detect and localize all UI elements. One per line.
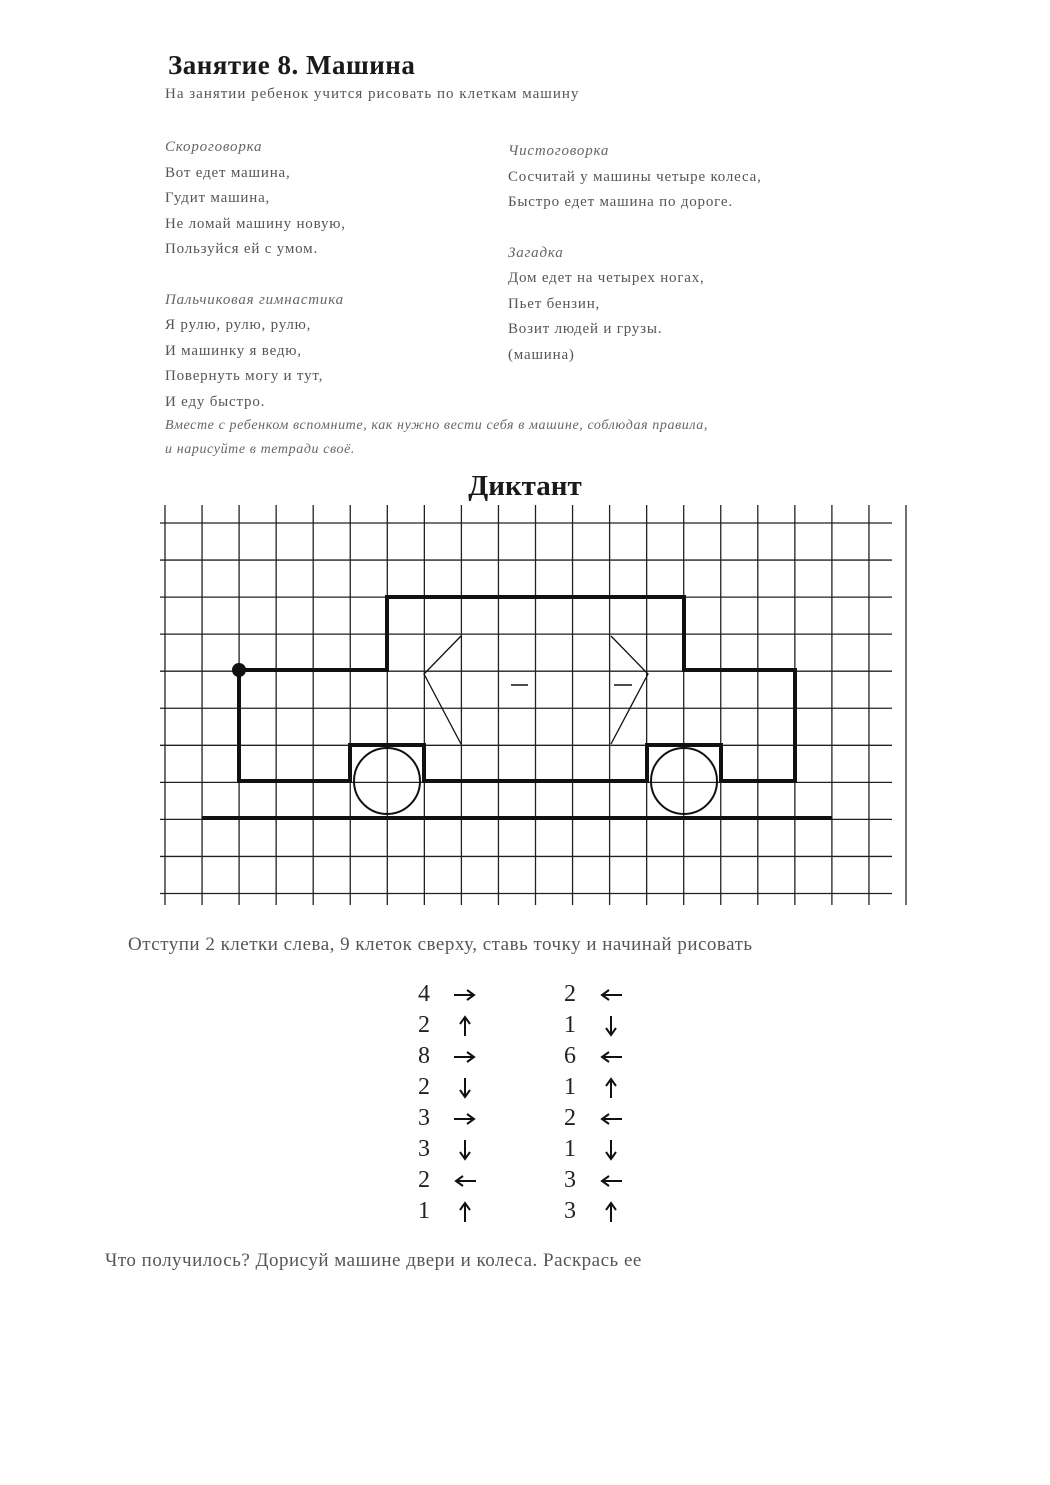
step-count: 2: [564, 1105, 576, 1131]
text-line: Не ломай машину новую,: [165, 215, 346, 232]
right-window-line: [611, 636, 648, 744]
dictation-step: [412, 1104, 480, 1133]
step-count: 3: [564, 1198, 576, 1224]
up-arrow-icon: [596, 1076, 626, 1100]
pure-speech-header: Чистоговорка: [508, 143, 610, 159]
step-count: 1: [564, 1012, 576, 1038]
left-arrow-icon: [596, 1169, 626, 1193]
text-line: Сосчитай у машины четыре колеса,: [508, 168, 762, 185]
up-arrow-icon: [450, 1200, 480, 1224]
page-title: Занятие 8. Машина: [168, 50, 416, 80]
car-body-outline: [239, 597, 795, 781]
dictation-step: [558, 1073, 626, 1102]
right-arrow-icon: [450, 1107, 480, 1131]
left-arrow-icon: [450, 1169, 480, 1193]
step-count: 4: [418, 981, 430, 1007]
text-line: И машинку я ведю,: [165, 342, 302, 359]
start-dot: [232, 663, 246, 677]
step-count: 2: [418, 1074, 430, 1100]
step-count: 2: [418, 1167, 430, 1193]
dictation-step: [558, 1135, 626, 1164]
down-arrow-icon: [596, 1138, 626, 1162]
left-arrow-icon: [596, 1107, 626, 1131]
text-line: Быстро едет машина по дороге.: [508, 194, 733, 210]
text-line: Дом едет на четырех ногах,: [508, 270, 705, 286]
dictation-instruction: Отступи 2 клетки слева, 9 клеток сверху, ставь точку и начинай рисовать: [128, 934, 753, 955]
step-count: 3: [564, 1167, 576, 1193]
step-count: 1: [564, 1074, 576, 1100]
down-arrow-icon: [450, 1138, 480, 1162]
step-count: 3: [418, 1136, 430, 1162]
right-arrow-icon: [450, 1045, 480, 1069]
dictation-step: [558, 1197, 626, 1226]
dictation-step: [412, 1166, 480, 1195]
dictation-heading: Диктант: [468, 470, 582, 502]
step-count: 2: [564, 981, 576, 1007]
dictation-step: [412, 1042, 480, 1071]
step-count: 6: [564, 1043, 576, 1069]
dictation-step: [412, 1073, 480, 1102]
finger-gymnastics-header: Пальчиковая гимнастика: [165, 291, 344, 308]
tongue-twister-header: Скороговорка: [165, 139, 263, 155]
right-arrow-icon: [450, 983, 480, 1007]
dictation-step: [412, 1197, 480, 1226]
riddle-header: Загадка: [508, 244, 564, 261]
dictation-step: [558, 1011, 626, 1040]
text-line: Пользуйся ей с умом.: [165, 241, 318, 257]
step-count: 1: [564, 1136, 576, 1162]
text-line: Вот едет машина,: [165, 164, 291, 181]
dictation-step: [558, 980, 626, 1009]
car-drawing: [202, 597, 832, 818]
dictation-step: [412, 980, 480, 1009]
up-arrow-icon: [450, 1014, 480, 1038]
final-task: Что получилось? Дорисуй машине двери и колеса. Раскрась ее: [105, 1250, 642, 1271]
text-line: Гудит машина,: [165, 190, 271, 206]
left-arrow-icon: [596, 1045, 626, 1069]
note-line: Вместе с ребенком вспомните, как нужно вести себя в машине, соблюдая правила,: [165, 418, 708, 433]
text-line: (машина): [508, 346, 575, 363]
text-line: Я рулю, рулю, рулю,: [165, 317, 312, 333]
down-arrow-icon: [450, 1076, 480, 1100]
text-line: Пьет бензин,: [508, 295, 601, 312]
dictation-step: [412, 1135, 480, 1164]
step-count: 1: [418, 1198, 430, 1224]
note-line: и нарисуйте в тетради своё.: [165, 442, 356, 457]
dictation-step: [558, 1104, 626, 1133]
left-arrow-icon: [596, 983, 626, 1007]
down-arrow-icon: [596, 1014, 626, 1038]
dictation-step: [412, 1011, 480, 1040]
text-line: Повернуть могу и тут,: [165, 368, 324, 384]
dictation-step: [558, 1166, 626, 1195]
up-arrow-icon: [596, 1200, 626, 1224]
page-subtitle: На занятии ребенок учится рисовать по клеткам машину: [165, 86, 580, 102]
step-count: 3: [418, 1105, 430, 1131]
step-count: 2: [418, 1012, 430, 1038]
dictation-step: [558, 1042, 626, 1071]
text-line: И еду быстро.: [165, 393, 266, 410]
text-line: Возит людей и грузы.: [508, 321, 663, 337]
step-count: 8: [418, 1043, 430, 1069]
left-window-line: [424, 636, 461, 744]
